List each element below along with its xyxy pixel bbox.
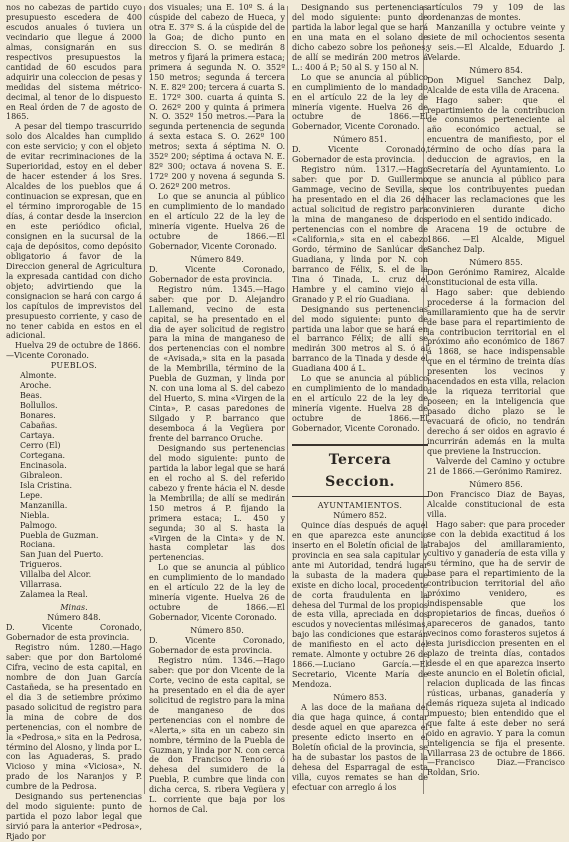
list-item: Gibraleon. [20, 470, 63, 480]
pueblos-list [6, 371, 142, 600]
notice-header: D. Vicente Coronado, Gobernador de esta provincia. [292, 145, 428, 165]
paragraph: A las doce de la mañana del dia que haga quince, á contar desde aquel en que aparezca el presente edicto inserto en el Boletín oficial de la provincia, se ha de subastar los pastos de la dehesa del Esparragal de esta villa, cuyos remates se han de efectuar con arreglo á los [292, 703, 428, 792]
paragraph: Aracena 19 de octubre de 1866. —El Alcalde, Miguel Sanchez Dalp. [427, 224, 565, 254]
paragraph: dos visuales; una E. 10º S. á la cúspide del cabezo de Hueca, y otra E. 37º S. á la cúspide del de la Goa; de dicho punto en direccion S. O. se medirán 8 metros y fijará la primera estaca; primera á segunda N. O. 352º 150 metros; segunda á tercera N. E. 82º 200; tercera á cuarta S. E. 172º 300. cuarta á quinta S. O. 262º 200 y quinta á primera N. O. 352º 150 metros.—Para la segunda pertenencia de segunda á sexta estaca S. O. 262º 100 metros; sexta á séptima N. O. 352º 200; séptima á octava N. E. 82º 300; octava á novena S. E. 172º 200 y novena á segunda S. O. 262º 200 metros. [149, 3, 285, 192]
list-item: Rociana. [20, 540, 56, 550]
list-item: Bollullos. [20, 401, 58, 411]
signature: —Vicente Coronado. [6, 351, 89, 361]
paragraph: Designando sus pertenencias del modo siguiente: punto de partida la labor legal que se hará en el rocho al S. del referido cabezo y frente hácia el N. desde la Membrilla; de allí se medirán 150 metros á P. fijando la primera estaca; L. 450 y segunda; 30 al S. hasta la «Virgen de la Cinta» y de N. hasta completar las dos pertenencias. [149, 443, 285, 563]
notice-header: D. Vicente Coronado, Gobernador de esta provincia. [149, 264, 285, 284]
list-item: Lepe. [20, 490, 43, 500]
list-item: Cerro (El) [20, 440, 61, 450]
notice-number: Número 855. [469, 257, 523, 267]
notice-header: D. Vicente Coronado, Gobernador de esta provincia. [6, 623, 142, 643]
paragraph: Designando sus pertenencias del modo siguiente: punto de partida el pozo labor legal que sirvió para la anterior «Pedrosa», Rjado por [6, 792, 142, 842]
notice-number: Número 849. [190, 254, 244, 264]
column-3 [292, 3, 428, 797]
notice-number: Número 850. [190, 626, 244, 636]
list-item: Niebla. [20, 510, 50, 520]
list-item: Cortegana. [20, 450, 66, 460]
notice-number: Número 853. [333, 693, 387, 703]
column-rule [287, 6, 288, 794]
paragraph: Valverde del Camino y octubre 21 de 1866.—Gerónimo Ramirez. [427, 456, 565, 476]
paragraph: artículos 79 y 109 de las ordenanzas de montes. [427, 3, 565, 22]
paragraph: Hago saber: que debiendo procederse á la formacion del amillaramiento que ha de servir de base para el repartimiento de la contribucion territorial en el próximo año económico de 1867 á 1868, se hace indispensable que en el término de treinta días presenten los vecinos y hacendados en esta villa, relacion de la riqueza territorial que poseen; en la inteligencia que pasado dicho plazo se le evacuará de oficio, no tendrán derecho á ser oidos en agravio é incurrirán además en la multa que previene la Instruccion. [427, 287, 565, 456]
paragraph: Hago saber: que el repartimiento de la contribucion de consumos perteneciente al año económico actual, se encuentra de manifiesto, por el término de ocho días para la deduccion de agravios, en la Secretaría del Ayuntamiento. Lo que se anuncia al público para que los contribuyentes puedan hacer las reclamaciones que les convinieren durante dicho periodo en el sentido indicado. [427, 95, 565, 225]
notice-number: Número 852. [333, 510, 387, 520]
paragraph: Lo que se anuncia al público en cumplimiento de lo mandado en el artículo 22 de la ley de minería vigente. Huelva 26 de octubre de 1866.—El Gobernador, Vicente Coronado. [149, 563, 285, 623]
paragraph: Registro núm. 1317.—Hago saber: que por D. Guillermo Gammage, vecino de Sevilla, se ha presentado en el dia 26 del actual solicitud de registro para la mina de manganeso de dos pertenencias con el nombre de «California,» sita en el cabezo Gordo, término de Sanlúcar de Guadiana, y linda por N. con barranco de Félix, S. el de la Tina ó Tinada, L. cruz del Hambre y el camino viejo al Granado y P. el río Guadiana. [292, 165, 428, 304]
paragraph: Registro núm. 1345.—Hago saber: que por D. Alejandro Lallemand, vecino de esta capital, se ha presentado en el dia de ayer solicitud de registro para la mina de manganeso de dos pertenencias con el nombre de «Avisada,» sita en la pasada de la Membrilla, término de la Puebla de Guzman, y linda por N. con una loma al S. del cabezo del Huerto, S. mina «Virgen de la Cinta», P. casas paredones de Silgado y P. barranco que desemboca á la Vegüera por frente del barranco Oruche. [149, 284, 285, 443]
paragraph: Designando sus pertenencias del modo siguiente: punto de partida la labor legal que se hará en una mata en el solano de dicho cabezo sobre los peñones; de allí se medirán 200 metros á L.: 400 á P.; 50 al S. y 150 al N. [292, 3, 428, 72]
notice-number: Número 848. [47, 613, 101, 623]
paragraph: A pesar del tiempo trascurrido solo dos Alcaldes han cumplido con este servicio; y con el objeto de evitar recriminaciones de la Superioridad, estoy en el deber de hacer estender á los Sres. Alcaldes de los pueblos que á continuacion se expresan, que en el término improrogable de 15 días, á contar desde la insercion en este periódico oficial, consignen en la sucursal de la caja de depósitos, como depósito obligatorio á favor de la Direccion general de Agricultura la expresada cantidad con dicho objeto; advirtiendo que la consignacion se hará con cargo á los capítulos de imprevistos del presupuesto corriente, y caso de no tener cabida en estos en el adicional. [6, 122, 142, 341]
column-4 [427, 3, 565, 797]
notice-header: Don Gerónimo Ramirez, Alcalde constitucional de esta villa. [427, 267, 565, 287]
list-item: Bonares. [20, 411, 56, 421]
list-item: Cabañas. [20, 421, 58, 431]
list-item: Isla Cristina. [20, 480, 72, 490]
list-item: San Juan del Puerto. [20, 550, 104, 560]
list-item: Villalba del Alcor. [20, 570, 92, 580]
notice-header: Don Miguel Sanchez Dalp, Alcalde de esta villa de Aracena. [427, 75, 565, 95]
list-item: Puebla de Guzman. [20, 530, 99, 540]
list-item: Palmogo. [20, 520, 58, 530]
notice-header: Don Francisco Diaz de Bayas, Alcalde constitucional de esta villa. [427, 489, 565, 519]
paragraph: Manzanilla y octubre veinte y siete de mil ochocientos sesenta y seis.—El Alcalde, Eduardo J. Velarde. [427, 22, 565, 62]
list-item: Trigueros. [20, 560, 63, 570]
paragraph: Lo que se anuncia al público en cumplimiento de lo mandado en el artículo 22 de la ley de minería vigente. Huelva 28 de octubre de 1866.—El Gobernador, Vicente Coronado. [292, 374, 428, 434]
notice-number: Número 851. [333, 135, 387, 145]
list-item: Manzanilla. [20, 500, 68, 510]
paragraph: Registro núm. 1280.—Hago saber: que por don Bartolomé Cifra, vecino de esta capital, en nombre de don Juan García Castañeda, se ha presentado en el dia 3 de setiembre próximo pasado solicitud de registro para la mina de cobre de dos pertenencias, con el nombre de la «Pedrosa,» sita en la Pedrosa, término del Alosno, y linda por L. con las Aguaderas, S. prado Vicioso y mina «Viciosa», N. prado de los Naranjos y P. cumbre de la Pedrosa. [6, 643, 142, 792]
list-item: Encinasola. [20, 460, 67, 470]
paragraph: Hago saber: que para proceder se con la debida exactitud á los trabajos del amillaramiento, cultivo y ganadería de esta villa y su término, que ha de servir de base para el repartimiento de la contribucion territorial del año próximo venidero, es indispensable que los propietarios de fincas, dueños ó apareceros de ganados, tanto vecinos como forasteros sujetos á esta jurisdiccion presenten en el plazo de treinta días, contados desde el en que aparezca inserto este anuncio en el Boletín oficial, relacion duplicada de las fincas rústicas, urbanas, ganadería y demás riqueza sujeta al indicado impuesto; bien entendido que el que falte á este deber no será oido en agravio. Y para la comun inteligencia se fija el presente. Villarrasa 23 de octubre de 1866.—Francisco Diaz.—Francisco Roldan, Srio. [427, 519, 565, 778]
section-heading: AYUNTAMIENTOS. [317, 500, 403, 510]
list-item: Cartaya. [20, 430, 55, 440]
paragraph: nos no cabezas de partido cuyo presupuesto escedera de 400 escudos anuales ó tuviera un vecindario que llegue á 2000 almas, consignarán en sus respectivos presupuestos la cantidad de 60 escudos para adquirir una coleccion de pesas y medidas del sistema métrico-decimal, al tenor de lo dispuesto en Real órden de 7 de agosto de 1865. [6, 3, 143, 122]
section-title: Tercera Seccion. [292, 444, 428, 497]
column-rule [144, 6, 145, 794]
paragraph: Quince días después de aquel en que aparezca este anuncio inserto en el Boletín oficial de la provincia en sea sala capitular y ante mi Autoridad, tendrá lugar la subasta de la madera que existe en dicho local, procedente de corta fraudulenta en la dehesa del Turmal de los propios de esta villa, apreciada en dos escudos y novecientas milésimas, bajo las condiciones que estarán de manifiesto en el acto del remate. Almonte y octubre 26 de 1866.—Luciano García.—El Secretario, Vicente María de Mendoza. [292, 520, 429, 690]
paragraph: Lo que se anuncia al público en cumplimiento de lo mandado en el artículo 22 de la ley de minería vigente. Huelva 26 de octubre de 1866.—El Gobernador, Vicente Coronado. [149, 192, 285, 251]
list-item: Villarrasa. [20, 580, 62, 590]
column-1 [6, 3, 143, 842]
subsection-heading: Minas. [60, 603, 88, 613]
list-item: Zalamea la Real. [20, 590, 88, 600]
column-2 [149, 3, 285, 815]
list-item: Aroche. [20, 381, 52, 391]
notice-header: D. Vicente Coronado, Gobernador de esta provincia. [149, 636, 285, 655]
paragraph: Designando sus pertenencias del modo siguiente: punto de partida una labor que se hará en el barranco Félix; de allí se medirán 300 metros al S. ó al barranco de la Tinada y desde el Guadiana 400 á L. [292, 304, 428, 374]
notice-number: Número 854. [469, 65, 523, 75]
paragraph: Huelva 29 de octubre de 1866. [15, 341, 141, 351]
paragraph: Registro núm. 1346.—Hago saber: que por don Vicente de la Corte, vecino de esta capital, se ha presentado en el dia de ayer solicitud de registro para la mina de manganeso de dos pertenencias con el nombre de «Alerta,» sita en un cabezo sin nombre, término de la Puebla de Guzman, y linda por N. con cerca de don Francisco Tenorio ó dehesa del sumidero de la Puebla, P. cumbre que linda con dicha cerca, S. ribera Vegüera y L. corriente que baja por los hornos de Cal. [149, 655, 285, 815]
list-item: Beas. [20, 391, 43, 401]
paragraph: Lo que se anuncia al público en cumplimiento de lo mandado en el artículo 22 de la ley de minería vigente. Huelva 26 de octubre de 1866.—El Gobernador, Vicente Coronado. [292, 72, 428, 132]
notice-number: Número 856. [469, 479, 523, 489]
section-heading: PUEBLOS. [50, 361, 98, 371]
list-item: Almonte. [20, 371, 57, 381]
